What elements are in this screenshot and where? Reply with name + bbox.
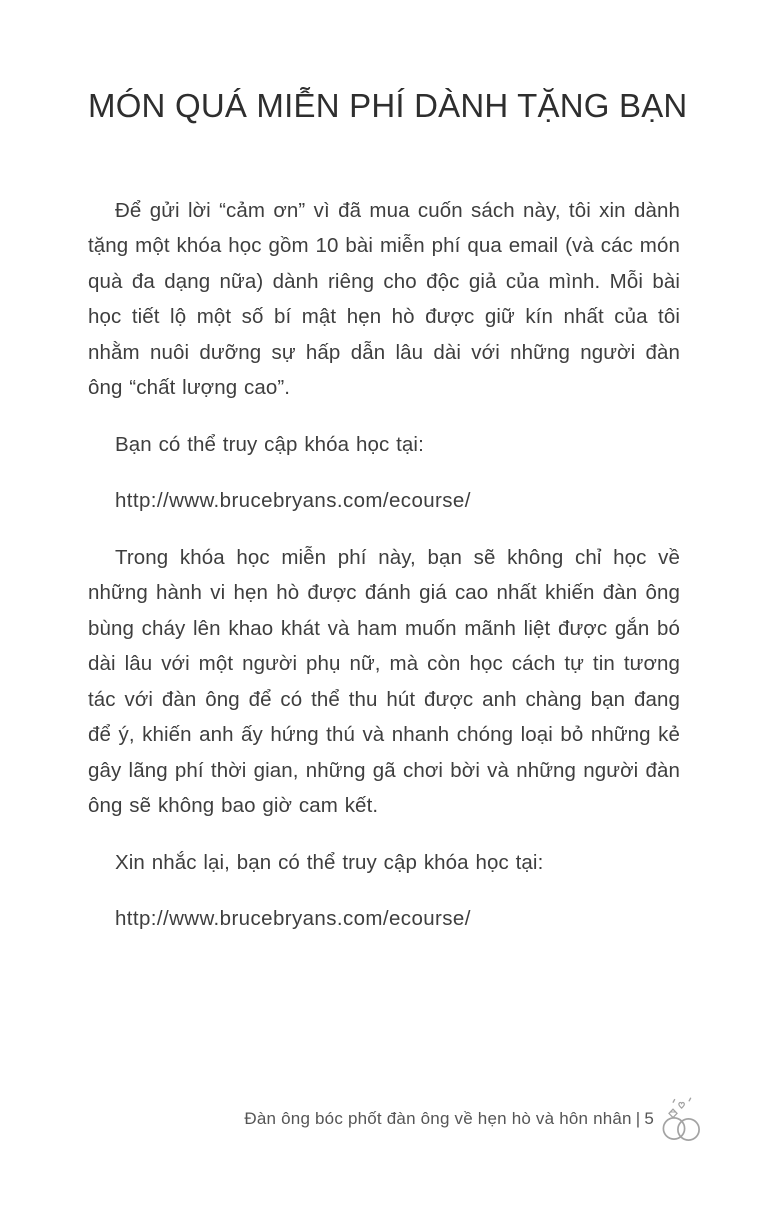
footer-separator: |	[635, 1108, 641, 1128]
footer-book-title: Đàn ông bóc phốt đàn ông về hẹn hò và hôn nhân	[244, 1108, 632, 1128]
running-footer-text	[244, 1109, 654, 1129]
course-access-line: Bạn có thể truy cập khóa học tại:	[115, 432, 424, 456]
wedding-rings-icon	[660, 1096, 702, 1141]
course-url[interactable]: http://www.brucebryans.com/ecourse/	[115, 489, 471, 513]
page-footer	[0, 1096, 702, 1141]
intro-paragraph: Để gửi lời “cảm ơn” vì đã mua cuốn sách này, tôi xin dành tặng một khóa học gồm 10 bài miễn phí qua email (và các món quà đa dạng nữa) dành riêng cho độc giả của mình. Mỗi bài học tiết lộ một số bí mật hẹn hò được giữ kín nhất của tôi nhằm nuôi dưỡng sự hấp dẫn lâu dài với những người đàn ông “chất lượng cao”.	[88, 198, 680, 400]
page-number: 5	[644, 1108, 654, 1128]
course-url-repeat[interactable]: http://www.brucebryans.com/ecourse/	[115, 907, 471, 931]
course-access-repeat-line: Xin nhắc lại, bạn có thể truy cập khóa học tại:	[115, 850, 544, 874]
course-details-paragraph: Trong khóa học miễn phí này, bạn sẽ không chỉ học về những hành vi hẹn hò được đánh giá cao nhất khiến đàn ông bùng cháy lên khao khát và ham muốn mãnh liệt được gắn bó dài lâu với một người phụ nữ, mà còn học cách tự tin tương tác với đàn ông để có thể thu hút được anh chàng bạn đang để ý, khiến anh ấy hứng thú và nhanh chóng loại bỏ những kẻ gây lãng phí thời gian, những gã chơi bời và những người đàn ông sẽ không bao giờ cam kết.	[88, 545, 680, 818]
page-title: MÓN QUÁ MIỄN PHÍ DÀNH TẶNG BẠN	[88, 87, 688, 124]
